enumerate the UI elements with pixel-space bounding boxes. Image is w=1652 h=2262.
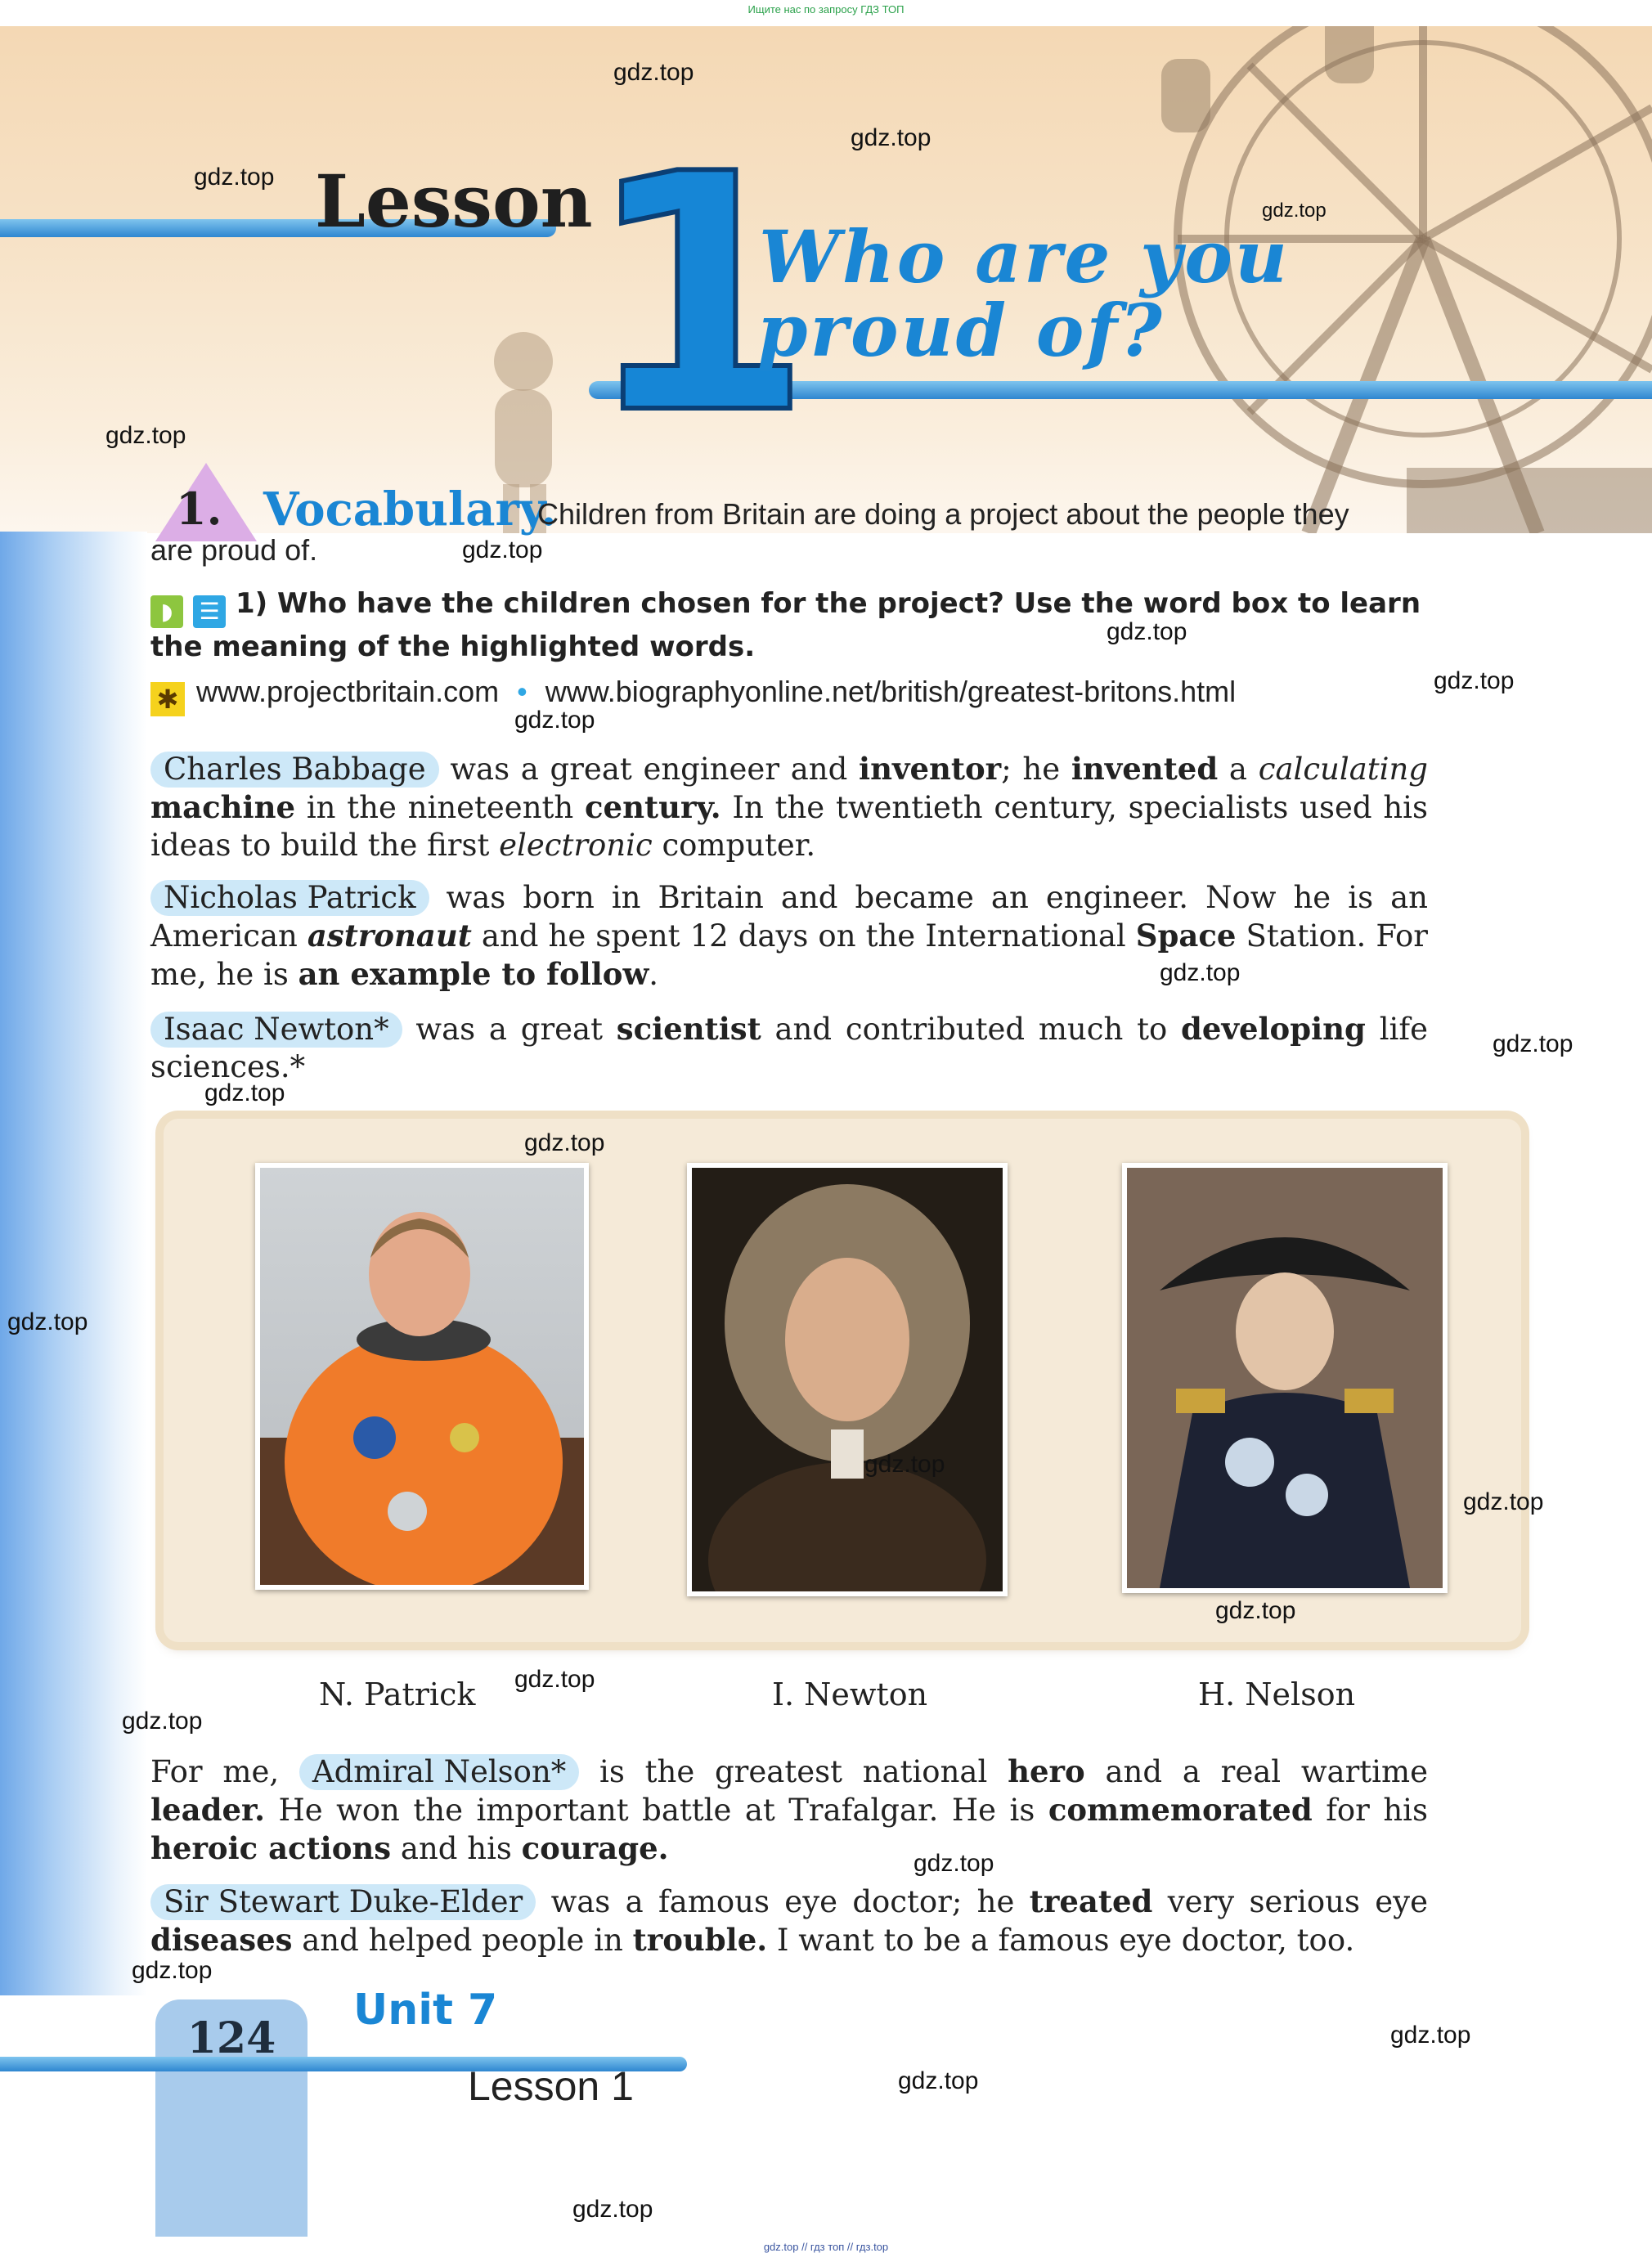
text: He won the important battle at Trafalgar. He is <box>264 1793 1048 1828</box>
exercise-number: 1. <box>176 482 222 535</box>
highlighted-word: century. <box>585 789 721 825</box>
watermark: gdz.top <box>132 1957 213 1984</box>
caption-patrick: N. Patrick <box>319 1676 476 1712</box>
audio-icon[interactable]: ◗ <box>150 595 183 628</box>
highlighted-word: courage. <box>521 1830 669 1866</box>
highlighted-word: inventor <box>859 751 1002 787</box>
text: in the nineteenth <box>295 790 586 825</box>
watermark: gdz.top <box>514 707 595 734</box>
watermark: gdz.top <box>524 1129 605 1156</box>
task-instruction <box>150 585 1426 666</box>
watermark: gdz.top <box>514 1666 595 1693</box>
paragraph-babbage <box>150 750 1428 864</box>
highlighted-word: hero <box>1008 1753 1085 1789</box>
watermark: gdz.top <box>1107 618 1187 645</box>
highlighted-word: heroic actions <box>150 1830 392 1866</box>
newton-portrait <box>692 1168 1003 1591</box>
text: For me, <box>150 1754 299 1789</box>
word-box-icon[interactable]: ☰ <box>193 595 226 628</box>
text: was a great <box>402 1012 617 1047</box>
text: is the greatest national <box>579 1754 1008 1789</box>
task-text-line-1: 1) Who have the children chosen for the project? Use the word box to learn <box>236 587 1421 620</box>
paragraph-nelson <box>150 1753 1428 1868</box>
paragraph-newton <box>150 1010 1428 1086</box>
highlighted-word: developing <box>1181 1011 1366 1047</box>
watermark: gdz.top <box>864 1451 945 1478</box>
photo-nelson <box>1122 1163 1448 1593</box>
text: and his <box>391 1831 522 1866</box>
page-number: 124 <box>186 2013 276 2063</box>
text: for his <box>1312 1793 1428 1828</box>
name-pill-patrick: Nicholas Patrick <box>150 880 429 916</box>
photo-patrick <box>255 1163 589 1590</box>
italic-word: electronic <box>499 828 653 863</box>
watermark: gdz.top <box>1434 667 1515 694</box>
highlighted-word: leader. <box>150 1792 265 1828</box>
highlighted-word: astronaut <box>307 918 472 954</box>
astronaut-portrait <box>260 1168 584 1585</box>
watermark: gdz.top <box>572 2196 653 2223</box>
text: and contributed much to <box>761 1012 1182 1047</box>
watermark: gdz.top <box>122 1708 203 1735</box>
watermark: gdz.top <box>1160 959 1241 986</box>
watermark: gdz.top <box>1262 200 1327 222</box>
lesson-label: Lesson <box>315 159 593 244</box>
watermark: gdz.top <box>898 2067 979 2094</box>
highlighted-word: treated <box>1029 1883 1153 1919</box>
text: and a real wartime <box>1084 1754 1428 1789</box>
highlighted-word: trouble. <box>632 1922 768 1958</box>
highlighted-word: diseases <box>150 1922 293 1958</box>
lesson-title-line-2: proud of? <box>757 288 1165 373</box>
top-note: Ищите нас по запросу ГДЗ ТОП <box>747 3 905 16</box>
text: . <box>649 957 659 992</box>
highlighted-word: commemorated <box>1048 1792 1313 1828</box>
portrait-photo-board <box>164 1119 1521 1642</box>
watermark: gdz.top <box>613 59 694 86</box>
lesson-header-banner <box>0 26 1652 533</box>
watermark: gdz.top <box>1390 2022 1471 2049</box>
link-biographyonline[interactable]: www.biographyonline.net/british/greatest-britons.html <box>545 675 1237 708</box>
paragraph-duke-elder <box>150 1883 1428 1959</box>
watermark: gdz.top <box>194 164 275 191</box>
watermark: gdz.top <box>1215 1597 1296 1624</box>
lesson-number: 1 <box>585 105 813 486</box>
text: was a famous eye doctor; he <box>536 1884 1030 1919</box>
italic-word: calculating <box>1258 752 1428 787</box>
highlighted-word: scientist <box>616 1011 761 1047</box>
text: I want to be a famous eye doctor, too. <box>767 1923 1355 1958</box>
web-resource-icon: ✱ <box>150 682 185 716</box>
caption-newton: I. Newton <box>772 1676 928 1712</box>
name-pill-nelson: Admiral Nelson* <box>299 1754 579 1790</box>
highlighted-word: Space <box>1135 918 1237 954</box>
lesson-title-line-1: Who are you <box>759 214 1290 299</box>
text: was born in Britain and became an engineer. Now he is an American <box>150 880 1428 954</box>
watermark: gdz.top <box>105 422 186 449</box>
task-text-line-2: the meaning of the highlighted words. <box>150 631 756 663</box>
caption-nelson: H. Nelson <box>1198 1676 1356 1712</box>
watermark: gdz.top <box>1463 1488 1544 1515</box>
exercise-heading: Vocabulary. <box>263 482 557 536</box>
watermark: gdz.top <box>462 536 543 563</box>
watermark: gdz.top <box>7 1308 88 1335</box>
watermark: gdz.top <box>851 124 931 151</box>
text: Station. For me, he is <box>150 918 1428 992</box>
text: computer. <box>652 828 816 863</box>
name-pill-newton: Isaac Newton* <box>150 1012 402 1048</box>
text: In the twentieth century, specialists used his ideas to build the first <box>150 790 1428 863</box>
watermark: gdz.top <box>1493 1030 1573 1057</box>
name-pill-babbage: Charles Babbage <box>150 752 439 788</box>
text: life sciences.* <box>150 1012 1428 1084</box>
name-pill-duke-elder: Sir Stewart Duke-Elder <box>150 1884 536 1920</box>
text: ; he <box>1001 752 1071 787</box>
reference-links <box>150 675 1236 716</box>
link-projectbritain[interactable]: www.projectbritain.com <box>196 675 500 708</box>
highlighted-word: machine <box>150 789 296 825</box>
exercise-intro-line-1: Children from Britain are doing a project about the people they <box>537 497 1349 531</box>
bottom-note: gdz.top // гдз топ // гдз.top <box>763 2241 889 2253</box>
text: very serious eye <box>1152 1884 1428 1919</box>
highlighted-word: invented <box>1071 751 1219 787</box>
text: a <box>1218 752 1259 787</box>
unit-label: Unit 7 <box>353 1986 498 2035</box>
text: and helped people in <box>292 1923 633 1958</box>
nelson-portrait <box>1127 1168 1443 1588</box>
left-margin-gradient <box>0 532 147 1995</box>
photo-newton <box>687 1163 1008 1596</box>
link-separator-dot: • <box>517 675 527 708</box>
highlighted-word: an example to follow <box>298 956 649 992</box>
exercise-intro-line-2: are proud of. <box>150 533 318 567</box>
footer-lesson-label: Lesson 1 <box>468 2063 634 2109</box>
text: was a great engineer and <box>438 752 860 787</box>
watermark: gdz.top <box>914 1850 994 1877</box>
watermark: gdz.top <box>204 1079 285 1106</box>
text: and he spent 12 days on the International <box>471 918 1136 954</box>
